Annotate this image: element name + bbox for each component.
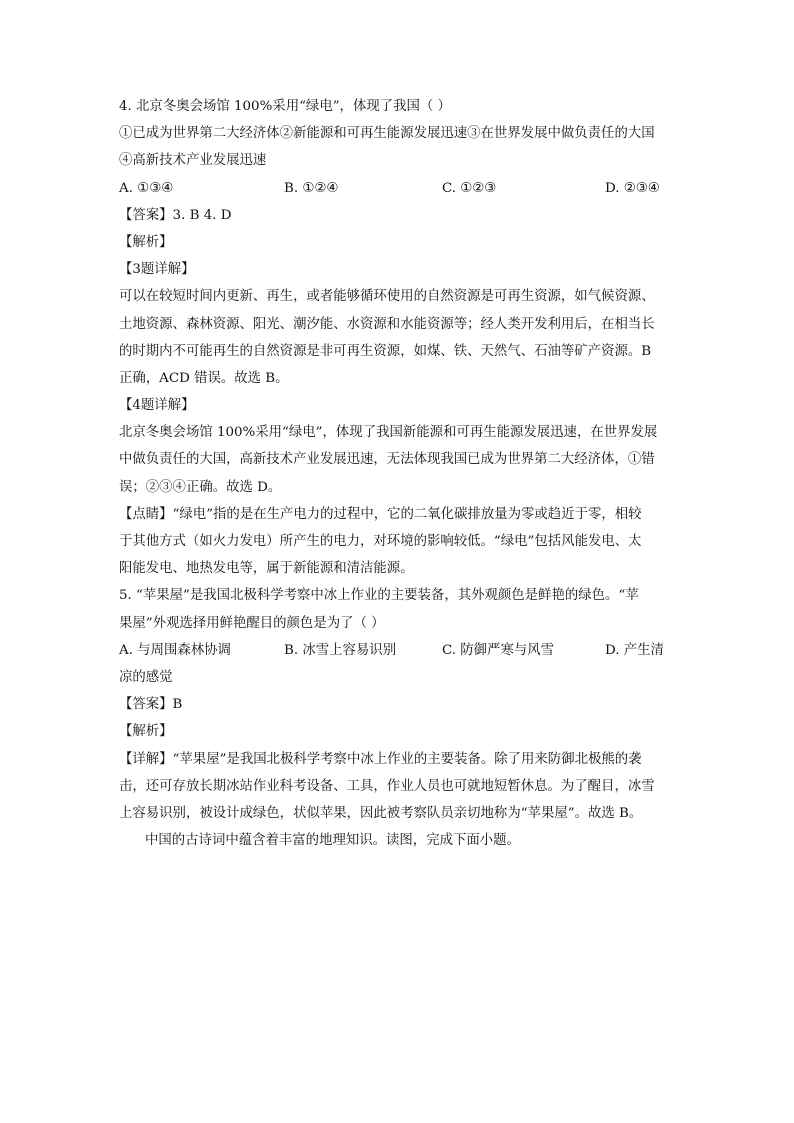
question-5-option-d: D. 产生清 [605, 642, 664, 658]
question-3-detail-line: 土地资源、森林资源、阳光、潮汐能、水资源和水能资源等；经人类开发利用后，在相当长 [119, 316, 655, 332]
question-3-detail-line: 可以在较短时间内更新、再生，或者能够循环使用的自然资源是可再生资源，如气候资源、 [119, 289, 655, 305]
question-3-detail-heading: 【3题详解】 [119, 262, 195, 278]
question-5-options [119, 637, 679, 664]
question-5-detail-line: 击，还可存放长期冰站作业科考设备、工具，作业人员也可就地短暂休息。为了醒目，冰雪 [119, 778, 655, 794]
question-4-detail-heading: 【4题详解】 [119, 398, 195, 414]
question-5-option-b: B. 冰雪上容易识别 [284, 642, 397, 658]
question-3-detail-line: 正确，ACD 错误。故选 B。 [119, 370, 289, 386]
answer-3-4: 【答案】3. B 4. D [119, 207, 232, 223]
question-5-stem-line-1: 5. “苹果屋”是我国北极科学考察中冰上作业的主要装备，其外观颜色是鲜艳的绿色。“苹 [119, 588, 639, 604]
question-4-stem: 4. 北京冬奥会场馆 100%采用“绿电”，体现了我国（ ） [119, 99, 451, 114]
question-4-items-line-2: ④高新技术产业发展迅速 [119, 153, 267, 169]
question-4-options [119, 175, 679, 202]
question-4-items-line-1: ①已成为世界第二大经济体②新能源和可再生能源发展迅速③在世界发展中做负责任的大国 [119, 126, 655, 142]
question-5-detail-line: 上容易识别，被设计成绿色，状似苹果，因此被考察队员亲切地称为“苹果屋”。故选 B。 [119, 805, 643, 821]
question-5-detail-line: 【详解】“苹果屋”是我国北极科学考察中冰上作业的主要装备。除了用来防御北极熊的袭 [119, 751, 642, 767]
dianjing-line: 于其他方式（如火力发电）所产生的电力，对环境的影响较低。“绿电”包括风能发电、太 [119, 534, 642, 549]
answer-5: 【答案】B [119, 697, 183, 713]
document-body [119, 93, 679, 854]
question-4-option-b: B. ①②④ [284, 180, 339, 196]
question-4-option-c: C. ①②③ [442, 180, 497, 196]
question-5-stem-line-2: 果屋”外观选择用鲜艳醒目的颜色是为了（ ） [119, 615, 385, 631]
dianjing-line: 阳能发电、地热发电等，属于新能源和清洁能源。 [119, 561, 414, 577]
analysis-heading: 【解析】 [119, 234, 173, 250]
question-4-option-d: D. ②③④ [605, 180, 660, 196]
question-4-option-a: A. ①③④ [119, 180, 174, 196]
question-4-detail-line: 北京冬奥会场馆 100%采用“绿电”，体现了我国新能源和可再生能源发展迅速，在世界发展 [119, 425, 658, 441]
analysis-5-heading: 【解析】 [119, 724, 173, 740]
question-3-detail-line: 的时期内不可能再生的自然资源是非可再生资源，如煤、铁、天然气、石油等矿产资源。B [119, 343, 652, 359]
question-5-option-d-continued: 凉的感觉 [119, 669, 173, 685]
question-4-detail-line: 中做负责任的大国，高新技术产业发展迅速，无法体现我国已成为世界第二大经济体，①错 [119, 452, 655, 468]
next-section-intro: 中国的古诗词中蕴含着丰富的地理知识。读图，完成下面小题。 [145, 833, 520, 849]
dianjing-line: 【点睛】“绿电”指的是在生产电力的过程中，它的二氧化碳排放量为零或趋近于零，相较 [119, 506, 642, 522]
question-5-option-c: C. 防御严寒与风雪 [442, 642, 555, 658]
question-5-option-a: A. 与周围森林协调 [119, 642, 231, 658]
question-4-detail-line: 误；②③④正确。故选 D。 [119, 479, 282, 495]
